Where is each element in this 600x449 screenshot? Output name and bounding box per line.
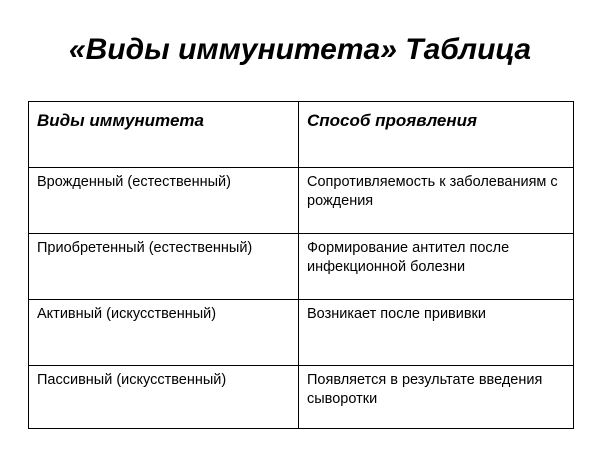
immunity-type-cell: Пассивный (искусственный) — [29, 366, 299, 429]
immunity-type-cell: Активный (искусственный) — [29, 300, 299, 366]
manifestation-cell: Сопротивляемость к заболеваниям с рождения — [299, 168, 574, 234]
immunity-type-cell: Приобретенный (естественный) — [29, 234, 299, 300]
immunity-type-cell: Врожденный (естественный) — [29, 168, 299, 234]
table-row — [29, 234, 574, 300]
page-title: «Виды иммунитета» Таблица — [68, 33, 532, 66]
immunity-types-table — [28, 101, 574, 429]
table-row — [29, 366, 574, 429]
table-row — [29, 300, 574, 366]
manifestation-cell: Возникает после прививки — [299, 300, 574, 366]
column-header-immunity-type: Виды иммунитета — [29, 102, 299, 168]
table-header-row — [29, 102, 574, 168]
manifestation-cell: Появляется в результате введения сыворотки — [299, 366, 574, 429]
manifestation-cell: Формирование антител после инфекционной болезни — [299, 234, 574, 300]
table-row — [29, 168, 574, 234]
column-header-manifestation: Способ проявления — [299, 102, 574, 168]
